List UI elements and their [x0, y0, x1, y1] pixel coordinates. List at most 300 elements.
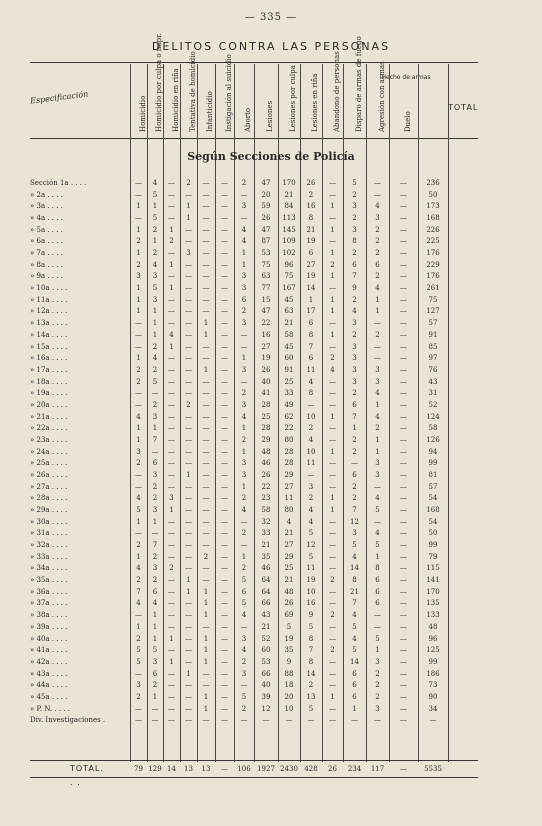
- table-cell: —: [221, 272, 228, 281]
- table-cell: 176: [426, 272, 440, 281]
- table-cell: 1: [330, 412, 335, 421]
- row-label: » 15a . . . .: [30, 342, 68, 351]
- table-cell: —: [135, 529, 142, 538]
- table-cell: —: [168, 389, 175, 398]
- table-cell: 1: [152, 319, 158, 328]
- table-cell: —: [185, 611, 192, 620]
- table-cell: 1: [136, 202, 141, 211]
- table-cell: 21: [284, 319, 294, 328]
- table-cell: 170: [426, 587, 440, 596]
- table-cell: —: [185, 599, 192, 608]
- table-cell: 28: [284, 447, 294, 456]
- table-cell: 2: [375, 272, 380, 281]
- table-cell: 2: [152, 249, 158, 258]
- table-cell: 54: [428, 494, 438, 503]
- table-cell: 21: [306, 225, 316, 234]
- table-cell: 79: [428, 552, 438, 561]
- table-cell: 25: [261, 412, 271, 421]
- table-cell: 3: [352, 529, 357, 538]
- table-cell: 127: [426, 307, 440, 316]
- column-divider: [448, 64, 449, 762]
- row-label: » 31a . . . .: [30, 529, 68, 538]
- table-cell: —: [185, 646, 192, 655]
- row-label: » 42a . . . .: [30, 657, 68, 666]
- table-cell: 91: [428, 330, 438, 339]
- table-cell: —: [185, 190, 192, 199]
- table-cell: 11: [306, 459, 316, 468]
- table-cell: —: [202, 190, 210, 199]
- table-cell: 113: [282, 214, 296, 223]
- table-cell: 25: [284, 377, 294, 386]
- table-cell: 46: [261, 459, 271, 468]
- total-cell: 129: [148, 765, 162, 773]
- table-cell: —: [329, 599, 336, 608]
- table-cell: 1: [241, 354, 247, 363]
- table-cell: —: [221, 412, 228, 421]
- table-cell: —: [202, 435, 210, 444]
- table-cell: —: [221, 237, 228, 246]
- table-cell: —: [221, 330, 228, 339]
- table-cell: 3: [352, 342, 357, 351]
- row-label: » 39a . . . .: [30, 622, 68, 631]
- table-cell: —: [168, 319, 175, 328]
- table-cell: 109: [282, 237, 296, 246]
- column-header-label: Disparo de armas de fuego: [354, 36, 363, 132]
- table-cell: 5: [136, 646, 141, 655]
- table-cell: —: [329, 179, 336, 187]
- table-cell: —: [240, 716, 248, 725]
- table-cell: —: [400, 179, 407, 187]
- table-cell: —: [429, 716, 437, 725]
- table-cell: —: [329, 342, 336, 351]
- specification-header: Especificación: [29, 89, 89, 106]
- table-cell: 8: [308, 389, 314, 398]
- table-cell: 2: [352, 295, 357, 304]
- table-cell: —: [221, 552, 228, 561]
- table-cell: 3: [152, 657, 158, 666]
- row-label: » 14a . . . .: [30, 330, 68, 339]
- table-cell: 7: [136, 587, 141, 596]
- table-cell: —: [400, 657, 407, 666]
- table-cell: —: [221, 400, 228, 409]
- row-label: » 36a . . . .: [30, 587, 68, 596]
- table-cell: 8: [352, 237, 357, 246]
- table-cell: 6: [352, 669, 357, 678]
- table-cell: —: [168, 541, 175, 550]
- table-cell: 2: [136, 459, 141, 468]
- table-cell: —: [221, 389, 228, 398]
- table-cell: 35: [284, 646, 294, 655]
- table-cell: 6: [352, 471, 357, 479]
- table-cell: —: [329, 471, 336, 479]
- table-cell: 2: [152, 494, 158, 503]
- table-cell: 2: [241, 435, 247, 444]
- table-cell: —: [329, 704, 336, 713]
- table-cell: —: [374, 611, 381, 620]
- table-cell: —: [185, 459, 192, 468]
- table-cell: —: [221, 646, 228, 655]
- table-cell: 47: [261, 225, 271, 234]
- table-cell: —: [400, 576, 407, 585]
- table-cell: 7: [352, 599, 357, 608]
- table-cell: —: [185, 295, 192, 304]
- row-label: » 13a . . . .: [30, 319, 68, 328]
- table-cell: 5: [241, 599, 247, 608]
- row-label: » 8a . . . .: [30, 260, 63, 269]
- column-header-label: Abandono de personas: [332, 51, 341, 132]
- column-header-label: Lesiones por culpa: [289, 65, 297, 132]
- table-cell: 115: [426, 564, 440, 573]
- table-cell: 1: [136, 424, 141, 433]
- table-cell: 6: [375, 599, 380, 608]
- table-cell: 21: [284, 190, 294, 199]
- table-cell: 21: [284, 529, 294, 538]
- table-cell: 2: [136, 365, 141, 374]
- table-cell: —: [400, 517, 407, 526]
- table-cell: 94: [428, 447, 438, 456]
- table-cell: —: [221, 459, 228, 468]
- table-cell: —: [329, 284, 336, 293]
- table-cell: 47: [261, 179, 271, 187]
- table-cell: —: [221, 716, 228, 725]
- table-cell: 3: [152, 412, 158, 421]
- total-cell: 14: [167, 765, 176, 773]
- table-cell: 3: [352, 354, 357, 363]
- row-label: » 9a . . . .: [30, 272, 63, 281]
- table-cell: —: [221, 681, 228, 690]
- table-cell: 64: [261, 587, 271, 596]
- table-cell: 1: [375, 307, 380, 316]
- table-cell: —: [168, 646, 175, 655]
- table-cell: 50: [428, 190, 438, 199]
- table-cell: —: [400, 622, 407, 631]
- table-cell: —: [168, 424, 175, 433]
- table-cell: 4: [308, 517, 314, 526]
- row-label: » 44a . . . .: [30, 681, 68, 690]
- table-cell: 4: [352, 307, 357, 316]
- table-cell: —: [221, 541, 228, 550]
- table-cell: —: [135, 330, 142, 339]
- table-cell: —: [221, 377, 228, 386]
- table-cell: 3: [152, 295, 158, 304]
- table-cell: —: [329, 459, 336, 468]
- table-cell: 135: [426, 599, 440, 608]
- table-cell: 16: [306, 202, 316, 211]
- table-cell: —: [329, 190, 336, 199]
- table-cell: 229: [426, 260, 440, 269]
- table-cell: —: [221, 599, 228, 608]
- row-label: » 34a . . . .: [30, 564, 68, 573]
- table-cell: —: [185, 494, 192, 503]
- table-cell: 69: [284, 611, 294, 620]
- column-header: [343, 36, 366, 134]
- table-cell: 28: [261, 400, 271, 409]
- table-cell: 58: [261, 506, 271, 515]
- row-label: » 18a . . . .: [30, 377, 68, 386]
- table-cell: 4: [352, 611, 357, 620]
- table-cell: —: [329, 400, 336, 409]
- table-cell: —: [221, 622, 228, 631]
- table-cell: 87: [261, 237, 271, 246]
- table-cell: 6: [308, 319, 314, 328]
- table-cell: —: [185, 319, 192, 328]
- table-cell: —: [202, 179, 210, 187]
- table-cell: 1: [203, 634, 209, 643]
- table-cell: 5: [136, 657, 141, 666]
- table-cell: 1: [203, 646, 209, 655]
- table-cell: 3: [241, 319, 247, 328]
- table-cell: 3: [152, 564, 158, 573]
- table-cell: —: [400, 646, 407, 655]
- table-cell: 7: [352, 272, 357, 281]
- table-cell: 22: [284, 424, 294, 433]
- table-cell: 3: [241, 400, 247, 409]
- table-cell: 3: [375, 471, 380, 479]
- table-cell: 4: [352, 634, 357, 643]
- table-cell: —: [185, 482, 192, 491]
- table-cell: —: [185, 681, 192, 690]
- table-cell: 2: [186, 400, 191, 409]
- table-cell: —: [400, 225, 407, 234]
- table-cell: 6: [352, 260, 357, 269]
- table-cell: 2: [152, 681, 158, 690]
- table-cell: 1: [330, 272, 335, 281]
- table-cell: 4: [330, 365, 335, 374]
- table-cell: 47: [261, 307, 271, 316]
- table-cell: 45: [284, 342, 294, 351]
- table-cell: 6: [375, 260, 380, 269]
- total-cell: —: [221, 765, 228, 773]
- table-cell: —: [400, 634, 407, 643]
- table-cell: 46: [261, 564, 271, 573]
- table-cell: 2: [375, 249, 380, 258]
- table-cell: 4: [241, 225, 247, 234]
- table-cell: 5: [136, 506, 141, 515]
- table-cell: —: [202, 225, 210, 234]
- table-cell: 1: [152, 692, 158, 701]
- table-cell: —: [374, 342, 381, 351]
- table-cell: —: [240, 214, 248, 223]
- table-cell: —: [168, 447, 175, 456]
- table-cell: 2: [152, 365, 158, 374]
- table-cell: 26: [261, 365, 271, 374]
- table-cell: 63: [284, 307, 294, 316]
- table-cell: —: [202, 669, 210, 678]
- table-cell: 2: [352, 482, 357, 491]
- row-label: Sección 1a . . . .: [30, 179, 87, 187]
- table-cell: 19: [261, 354, 271, 363]
- row-label: » 26a . . . .: [30, 471, 68, 479]
- table-cell: 3: [241, 202, 247, 211]
- table-cell: 54: [428, 517, 438, 526]
- table-cell: 10: [284, 704, 294, 713]
- table-cell: 2: [330, 576, 335, 585]
- table-cell: —: [202, 202, 210, 211]
- table-cell: —: [221, 295, 228, 304]
- table-cell: 80: [284, 435, 294, 444]
- table-cell: 1: [136, 284, 141, 293]
- table-cell: —: [168, 681, 175, 690]
- page-number: — 335 —: [244, 12, 298, 23]
- table-cell: —: [135, 214, 142, 223]
- table-cell: —: [329, 424, 336, 433]
- table-cell: —: [151, 529, 159, 538]
- table-cell: 28: [284, 459, 294, 468]
- table-cell: 1: [169, 260, 174, 269]
- table-cell: —: [221, 669, 228, 678]
- table-cell: —: [168, 692, 175, 701]
- table-cell: 80: [284, 506, 294, 515]
- table-cell: 27: [284, 541, 294, 550]
- table-cell: —: [221, 179, 228, 187]
- table-cell: 3: [241, 365, 247, 374]
- page-title: DELITOS CONTRA LAS PERSONAS: [151, 40, 391, 53]
- table-cell: —: [400, 494, 407, 503]
- table-cell: 1: [186, 214, 191, 223]
- table-cell: 96: [428, 634, 438, 643]
- table-cell: 5: [308, 704, 314, 713]
- table-cell: —: [400, 284, 407, 293]
- table-cell: —: [374, 179, 381, 187]
- table-cell: 19: [306, 576, 316, 585]
- table-cell: —: [202, 284, 210, 293]
- column-header-label: Lesiones: [266, 100, 274, 132]
- table-cell: —: [168, 295, 175, 304]
- table-cell: —: [135, 342, 142, 351]
- table-cell: —: [221, 529, 228, 538]
- table-cell: 3: [352, 202, 357, 211]
- table-cell: 1: [169, 225, 174, 234]
- table-cell: —: [185, 424, 192, 433]
- table-cell: —: [202, 354, 210, 363]
- table-cell: 1: [241, 424, 247, 433]
- table-cell: 99: [428, 657, 438, 666]
- table-cell: —: [329, 541, 336, 550]
- table-cell: —: [400, 389, 407, 398]
- table-cell: —: [329, 389, 336, 398]
- total-cell: 5535: [424, 765, 442, 773]
- table-cell: —: [221, 342, 228, 351]
- table-cell: —: [221, 447, 228, 456]
- table-cell: 3: [375, 704, 380, 713]
- table-cell: 5: [352, 646, 357, 655]
- table-cell: —: [168, 190, 175, 199]
- table-cell: 5: [352, 541, 357, 550]
- table-cell: 125: [426, 646, 440, 655]
- column-header: [180, 51, 197, 134]
- row-label: » 11a . . . .: [30, 295, 68, 304]
- column-header-label: Agresión con armas: [377, 61, 386, 132]
- table-cell: —: [168, 622, 175, 631]
- table-cell: 5: [152, 190, 158, 199]
- table-cell: —: [202, 506, 210, 515]
- table-cell: 3: [136, 272, 141, 281]
- table-cell: 59: [261, 202, 271, 211]
- table-cell: —: [202, 622, 210, 631]
- table-cell: 4: [241, 646, 247, 655]
- table-cell: —: [400, 190, 407, 199]
- table-cell: —: [185, 260, 192, 269]
- row-label: » 3a . . . .: [30, 202, 63, 211]
- table-cell: 1: [352, 424, 357, 433]
- total-header: TOTAL: [448, 103, 479, 112]
- column-header: [147, 33, 163, 134]
- table-cell: —: [135, 704, 142, 713]
- table-cell: —: [202, 494, 210, 503]
- table-cell: —: [202, 389, 210, 398]
- table-cell: 1: [186, 576, 191, 585]
- table-cell: 1: [375, 552, 380, 561]
- table-cell: —: [374, 190, 381, 199]
- row-label: Div. Investigaciones .: [30, 716, 106, 725]
- table-cell: 48: [261, 447, 271, 456]
- row-label: » 45a . . . .: [30, 692, 68, 701]
- table-cell: 84: [284, 202, 294, 211]
- table-cell: —: [202, 272, 210, 281]
- table-cell: —: [400, 692, 407, 701]
- table-cell: —: [185, 377, 192, 386]
- table-cell: 4: [308, 435, 314, 444]
- table-cell: 2: [352, 249, 357, 258]
- table-cell: —: [168, 482, 175, 491]
- table-cell: 4: [241, 506, 247, 515]
- table-cell: 76: [428, 365, 438, 374]
- table-cell: —: [240, 541, 248, 550]
- table-cell: —: [135, 400, 142, 409]
- table-cell: 5: [352, 179, 357, 187]
- table-cell: 186: [426, 669, 440, 678]
- table-cell: 261: [426, 284, 440, 293]
- table-cell: —: [202, 249, 210, 258]
- table-cell: 14: [306, 284, 316, 293]
- table-cell: —: [221, 307, 228, 316]
- table-cell: 4: [136, 564, 141, 573]
- table-cell: 2: [136, 541, 141, 550]
- table-cell: —: [135, 716, 142, 725]
- table-cell: —: [185, 657, 192, 666]
- column-header: [234, 64, 254, 134]
- table-cell: —: [329, 564, 336, 573]
- table-cell: 73: [428, 681, 438, 690]
- table-cell: 5: [352, 622, 357, 631]
- table-cell: —: [400, 471, 407, 479]
- column-header-label: Instigación al suicidio: [224, 54, 233, 132]
- table-cell: 53: [261, 657, 271, 666]
- row-label: » 4a . . . .: [30, 214, 63, 223]
- total-cell: —: [400, 765, 407, 773]
- table-cell: —: [168, 214, 175, 223]
- row-label: » 35a . . . .: [30, 576, 68, 585]
- table-cell: —: [400, 365, 407, 374]
- total-cell: 428: [304, 765, 318, 773]
- table-cell: 1: [136, 354, 141, 363]
- column-header-label: Homicidio: [138, 95, 147, 132]
- table-cell: 2: [375, 681, 380, 690]
- table-cell: —: [307, 471, 315, 479]
- table-cell: 1: [375, 646, 380, 655]
- table-cell: —: [221, 249, 228, 258]
- table-cell: 6: [308, 354, 314, 363]
- table-cell: —: [135, 611, 142, 620]
- table-cell: 8: [375, 564, 380, 573]
- table-cell: 2: [136, 377, 141, 386]
- table-cell: 2: [308, 424, 314, 433]
- table-cell: —: [221, 611, 228, 620]
- table-cell: 4: [136, 494, 141, 503]
- table-cell: 1: [241, 249, 247, 258]
- table-cell: —: [400, 412, 407, 421]
- table-cell: 7: [308, 646, 314, 655]
